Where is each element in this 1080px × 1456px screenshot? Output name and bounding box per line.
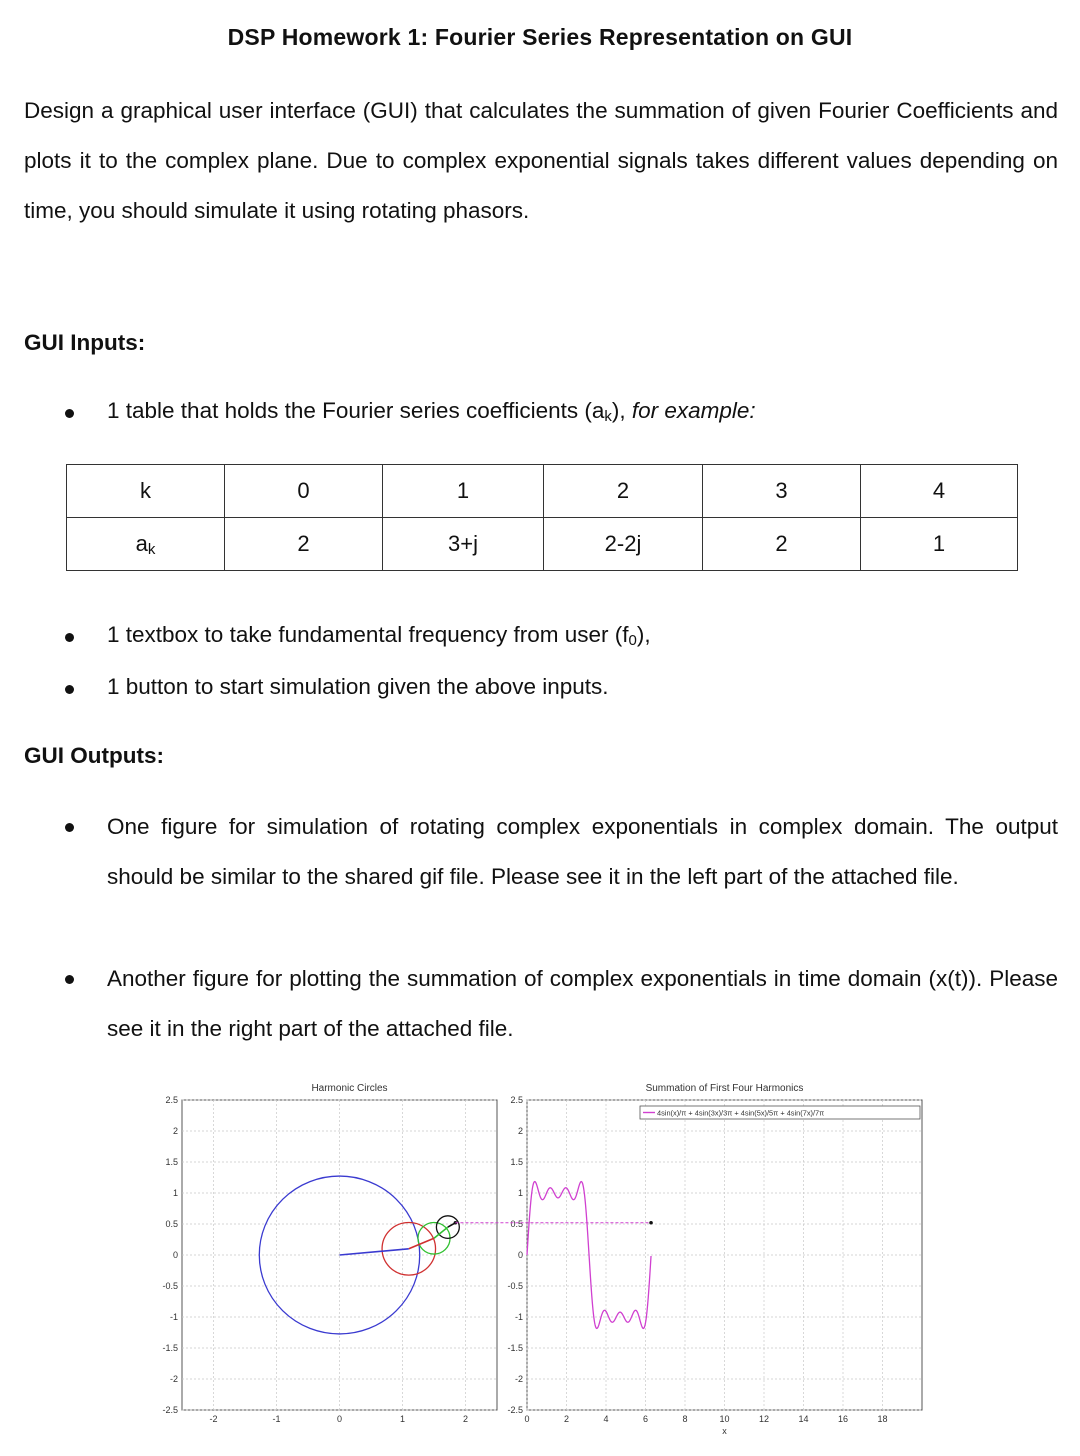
attached-figure — [0, 1070, 1080, 1456]
y-tick-label: 2 — [517, 1126, 523, 1136]
ak-cell: 2 — [703, 518, 861, 571]
x-axis-label: x — [722, 1426, 727, 1436]
phasor-line — [340, 1249, 409, 1255]
y-tick-label: 2 — [172, 1126, 178, 1136]
bullet-dot — [65, 409, 74, 418]
output-bullet-1: One figure for simulation of rotating complex exponentials in complex domain. The output should be similar to the shared gif file. Please see it in the left part of the attached file. — [107, 814, 1058, 889]
y-tick-label: -2 — [169, 1374, 178, 1384]
x-tick-label: 8 — [682, 1414, 688, 1424]
x-tick-label: 1 — [399, 1414, 406, 1424]
k-cell: 2 — [544, 465, 703, 518]
row-label-k: k — [67, 465, 225, 518]
y-tick-label: 2.5 — [165, 1095, 178, 1105]
x-tick-label: 6 — [642, 1414, 649, 1424]
y-tick-label: 1.5 — [510, 1157, 523, 1167]
x-tick-label: -1 — [272, 1414, 281, 1424]
k-cell: 1 — [383, 465, 544, 518]
x-tick-label: 0 — [524, 1414, 530, 1424]
ak-cell: 2-2j — [544, 518, 703, 571]
x-tick-label: 18 — [877, 1414, 888, 1424]
textbox-bullet: 1 textbox to take fundamental frequency from user $(f_0)$, — [107, 622, 651, 649]
chart-title: Summation of First Four Harmonics — [645, 1083, 804, 1094]
legend-label: 4sin(x)/π + 4sin(3x)/3π + 4sin(5x)/5π + 4sin(7x)/7π — [657, 1108, 825, 1118]
x-tick-label: 2 — [462, 1414, 469, 1424]
output-bullet-2: Another figure for plotting the summation of complex exponentials in time domain (x(t)). Please see it in the right part of the attached file. — [107, 966, 1058, 1041]
ak-cell: 1 — [861, 518, 1018, 571]
outputs-heading: GUI Outputs: — [24, 743, 164, 768]
bullet-dot — [65, 975, 74, 984]
y-tick-label: -2.5 — [162, 1405, 178, 1415]
row-label-ak: $a_k$ — [67, 518, 225, 571]
y-tick-label: 2.5 — [510, 1095, 523, 1105]
y-tick-label: -1.5 — [162, 1343, 178, 1353]
trace-dot — [649, 1221, 653, 1225]
k-cell: 4 — [861, 465, 1018, 518]
ak-cell: 3+j — [383, 518, 544, 571]
ak-cell: 2 — [225, 518, 383, 571]
x-tick-label: 14 — [798, 1414, 809, 1424]
y-tick-label: -2.5 — [507, 1405, 523, 1415]
x-tick-label: 4 — [603, 1414, 609, 1424]
y-tick-label: -0.5 — [162, 1281, 178, 1291]
bullet-dot — [65, 823, 74, 832]
y-tick-label: 0 — [517, 1250, 523, 1260]
x-tick-label: 16 — [837, 1414, 849, 1424]
x-tick-label: 0 — [336, 1414, 343, 1424]
y-tick-label: 0.5 — [165, 1219, 178, 1229]
chart-title: Harmonic Circles — [311, 1083, 388, 1094]
x-tick-label: -2 — [209, 1414, 218, 1424]
table-row-k — [67, 465, 1018, 518]
table-row-ak — [67, 518, 1018, 571]
intro-paragraph: Design a graphical user interface (GUI) that calculates the summation of given Fourier Coefficients and plots it to the complex plane. Due to complex exponential signals takes different values depending on time, you should simulate it using rotating phasors. — [24, 98, 1058, 223]
x-tick-label: 2 — [563, 1414, 570, 1424]
y-tick-label: 0.5 — [510, 1219, 523, 1229]
x-tick-label: 12 — [758, 1414, 770, 1424]
table-bullet: 1 table that holds the Fourier series coefficients $(a_k)$, for example: — [107, 398, 756, 425]
y-tick-label: -1 — [169, 1312, 178, 1322]
y-tick-label: -1 — [514, 1312, 523, 1322]
k-cell: 3 — [703, 465, 861, 518]
y-tick-label: -2 — [514, 1374, 523, 1384]
y-tick-label: 1 — [172, 1188, 178, 1198]
button-bullet: 1 button to start simulation given the above inputs. — [107, 674, 609, 699]
y-tick-label: 0 — [172, 1250, 178, 1260]
inputs-heading: GUI Inputs: — [24, 330, 146, 355]
bullet-dot — [65, 685, 74, 694]
y-tick-label: 1.5 — [165, 1157, 178, 1167]
page-title: DSP Homework 1: Fourier Series Representation on GUI — [227, 24, 853, 50]
y-tick-label: -1.5 — [507, 1343, 523, 1353]
coefficient-table — [66, 464, 1018, 571]
x-tick-label: 10 — [719, 1414, 730, 1424]
y-tick-label: -0.5 — [507, 1281, 523, 1291]
y-tick-label: 1 — [517, 1188, 523, 1198]
k-cell: 0 — [225, 465, 383, 518]
bullet-dot — [65, 633, 74, 642]
